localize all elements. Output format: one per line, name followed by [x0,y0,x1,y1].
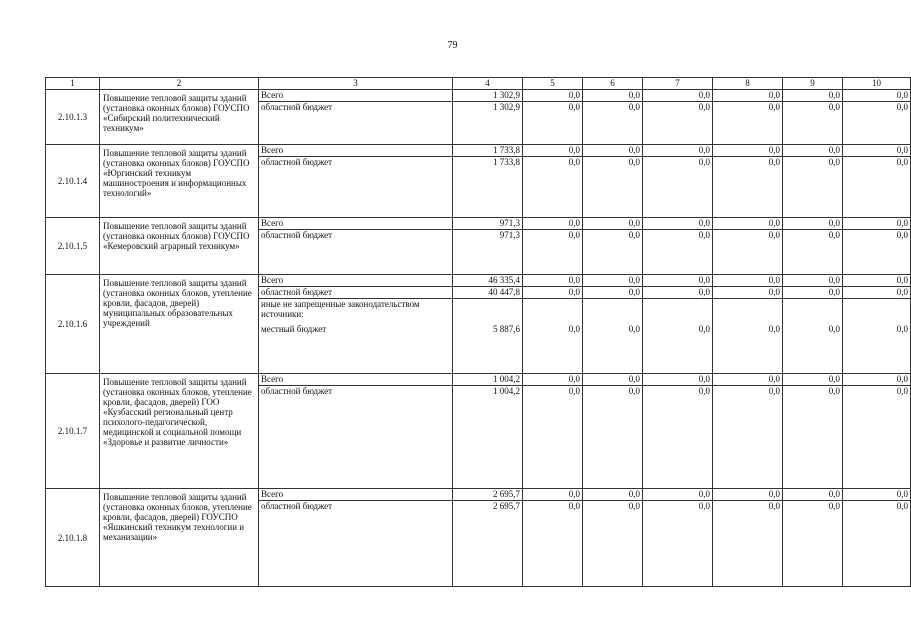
value-cell: 0,0 [713,501,783,587]
value-cell: 0,0 [643,324,713,374]
value-cell: 0,0 [523,501,583,587]
value-cell: 0,0 [583,145,643,157]
value-cell: 0,0 [843,102,911,145]
value-cell: 0,0 [783,386,843,489]
value-cell: 0,0 [583,90,643,102]
value-cell: 0,0 [523,287,583,299]
value-cell: 0,0 [713,90,783,102]
value-cell: 0,0 [523,386,583,489]
value-cell: 0,0 [643,489,713,501]
value-cell: 0,0 [843,145,911,157]
value-cell: 0,0 [523,230,583,275]
row-code: 2.10.1.8 [46,489,100,587]
value-cell: 0,0 [583,489,643,501]
table-row [46,90,911,102]
value-cell: 0,0 [843,489,911,501]
funding-source: областной бюджет [259,230,453,275]
value-cell: 0,0 [583,218,643,230]
value-cell: 0,0 [843,275,911,287]
measure-name: Повышение тепловой защиты зданий (установка оконных блоков) ГОУСПО «Сибирский политехнический техникум» [100,90,259,145]
value-cell: 0,0 [643,157,713,218]
value-cell [843,299,911,324]
value-cell: 0,0 [713,157,783,218]
value-cell [523,299,583,324]
column-header: 3 [259,78,453,90]
value-cell: 46 335,4 [453,275,523,287]
funding-source: Всего [259,90,453,102]
value-cell: 0,0 [713,145,783,157]
funding-source: Всего [259,374,453,386]
value-cell: 0,0 [583,230,643,275]
funding-source: Всего [259,275,453,287]
funding-source: областной бюджет [259,102,453,145]
value-cell: 0,0 [783,218,843,230]
value-cell: 0,0 [523,374,583,386]
row-code: 2.10.1.3 [46,90,100,145]
value-cell: 0,0 [523,90,583,102]
value-cell: 0,0 [523,275,583,287]
value-cell: 0,0 [583,275,643,287]
value-cell: 0,0 [523,324,583,374]
value-cell: 0,0 [713,275,783,287]
value-cell: 0,0 [783,90,843,102]
value-cell: 1 302,9 [453,90,523,102]
value-cell: 0,0 [643,386,713,489]
value-cell: 0,0 [643,90,713,102]
value-cell: 0,0 [583,374,643,386]
row-code: 2.10.1.5 [46,218,100,275]
value-cell: 0,0 [843,230,911,275]
table-row [46,489,911,501]
value-cell: 0,0 [713,230,783,275]
value-cell: 0,0 [783,145,843,157]
value-cell [713,299,783,324]
value-cell: 0,0 [643,218,713,230]
column-header: 6 [583,78,643,90]
value-cell: 0,0 [523,218,583,230]
value-cell: 0,0 [783,230,843,275]
value-cell: 0,0 [783,287,843,299]
value-cell: 0,0 [783,324,843,374]
value-cell: 0,0 [713,287,783,299]
value-cell: 0,0 [583,501,643,587]
column-header: 7 [643,78,713,90]
value-cell: 0,0 [783,501,843,587]
value-cell: 0,0 [583,386,643,489]
value-cell: 0,0 [583,287,643,299]
row-code: 2.10.1.7 [46,374,100,489]
value-cell: 0,0 [783,275,843,287]
funding-source: областной бюджет [259,287,453,299]
value-cell: 0,0 [583,324,643,374]
value-cell: 0,0 [843,324,911,374]
value-cell: 0,0 [643,102,713,145]
column-header: 8 [713,78,783,90]
value-cell [453,299,523,324]
value-cell: 971,3 [453,218,523,230]
funding-source: областной бюджет [259,501,453,587]
column-header: 4 [453,78,523,90]
table-row [46,145,911,157]
value-cell: 0,0 [843,90,911,102]
value-cell: 0,0 [523,489,583,501]
table-row [46,218,911,230]
value-cell: 0,0 [713,489,783,501]
measure-name: Повышение тепловой защиты зданий (установка оконных блоков, утепление кровли, фасадов, дверей) муниципальных образовательных учреждений [100,275,259,374]
value-cell: 971,3 [453,230,523,275]
value-cell [643,299,713,324]
measure-name: Повышение тепловой защиты зданий (установка оконных блоков, утепление кровли, фасадов, дверей) ГОО «Кузбасский региональный центр психолого-педагогической, медицинской и социальной помощи «Здоровье и развитие личности» [100,374,259,489]
value-cell: 0,0 [843,287,911,299]
value-cell: 2 695,7 [453,489,523,501]
column-header: 5 [523,78,583,90]
value-cell: 2 695,7 [453,501,523,587]
funding-source: Всего [259,145,453,157]
funding-source: Всего [259,218,453,230]
table-row [46,374,911,386]
measure-name: Повышение тепловой защиты зданий (установка оконных блоков) ГОУСПО «Кемеровский аграрный техникум» [100,218,259,275]
measure-name: Повышение тепловой защиты зданий (установка оконных блоков, утепление кровли, фасадов, дверей) ГОУСПО «Яшкинский техникум технологии и механизации» [100,489,259,587]
value-cell: 0,0 [843,374,911,386]
value-cell: 1 302,9 [453,102,523,145]
value-cell: 0,0 [643,230,713,275]
value-cell: 0,0 [713,386,783,489]
measure-name: Повышение тепловой защиты зданий (установка оконных блоков) ГОУСПО «Юргинский техникум машиностроения и информационных технологий» [100,145,259,218]
value-cell: 40 447,8 [453,287,523,299]
value-cell: 0,0 [713,374,783,386]
value-cell: 0,0 [523,145,583,157]
value-cell: 0,0 [843,501,911,587]
page-number: 79 [447,40,458,51]
value-cell: 0,0 [843,386,911,489]
value-cell: 0,0 [643,145,713,157]
funding-source: Всего [259,489,453,501]
funding-source: иные не запрещенные законодательством источники: [259,299,453,324]
value-cell [583,299,643,324]
budget-table [45,77,911,587]
table-row [46,275,911,287]
value-cell: 1 004,2 [453,386,523,489]
value-cell: 0,0 [843,218,911,230]
value-cell: 1 733,8 [453,145,523,157]
value-cell: 1 733,8 [453,157,523,218]
value-cell: 0,0 [643,374,713,386]
value-cell: 1 004,2 [453,374,523,386]
funding-source: областной бюджет [259,386,453,489]
value-cell: 0,0 [783,102,843,145]
value-cell: 0,0 [583,157,643,218]
value-cell: 0,0 [783,157,843,218]
funding-source: областной бюджет [259,157,453,218]
value-cell: 0,0 [783,489,843,501]
value-cell: 0,0 [643,275,713,287]
column-header: 9 [783,78,843,90]
column-header: 10 [843,78,911,90]
value-cell: 0,0 [713,218,783,230]
value-cell: 5 887,6 [453,324,523,374]
row-code: 2.10.1.4 [46,145,100,218]
row-code: 2.10.1.6 [46,275,100,374]
column-header: 1 [46,78,100,90]
header-row [46,78,911,90]
value-cell: 0,0 [783,374,843,386]
column-header: 2 [100,78,259,90]
value-cell [783,299,843,324]
value-cell: 0,0 [713,102,783,145]
value-cell: 0,0 [843,157,911,218]
value-cell: 0,0 [713,324,783,374]
funding-source: местный бюджет [259,324,453,374]
value-cell: 0,0 [523,102,583,145]
value-cell: 0,0 [643,501,713,587]
value-cell: 0,0 [583,102,643,145]
value-cell: 0,0 [523,157,583,218]
value-cell: 0,0 [643,287,713,299]
